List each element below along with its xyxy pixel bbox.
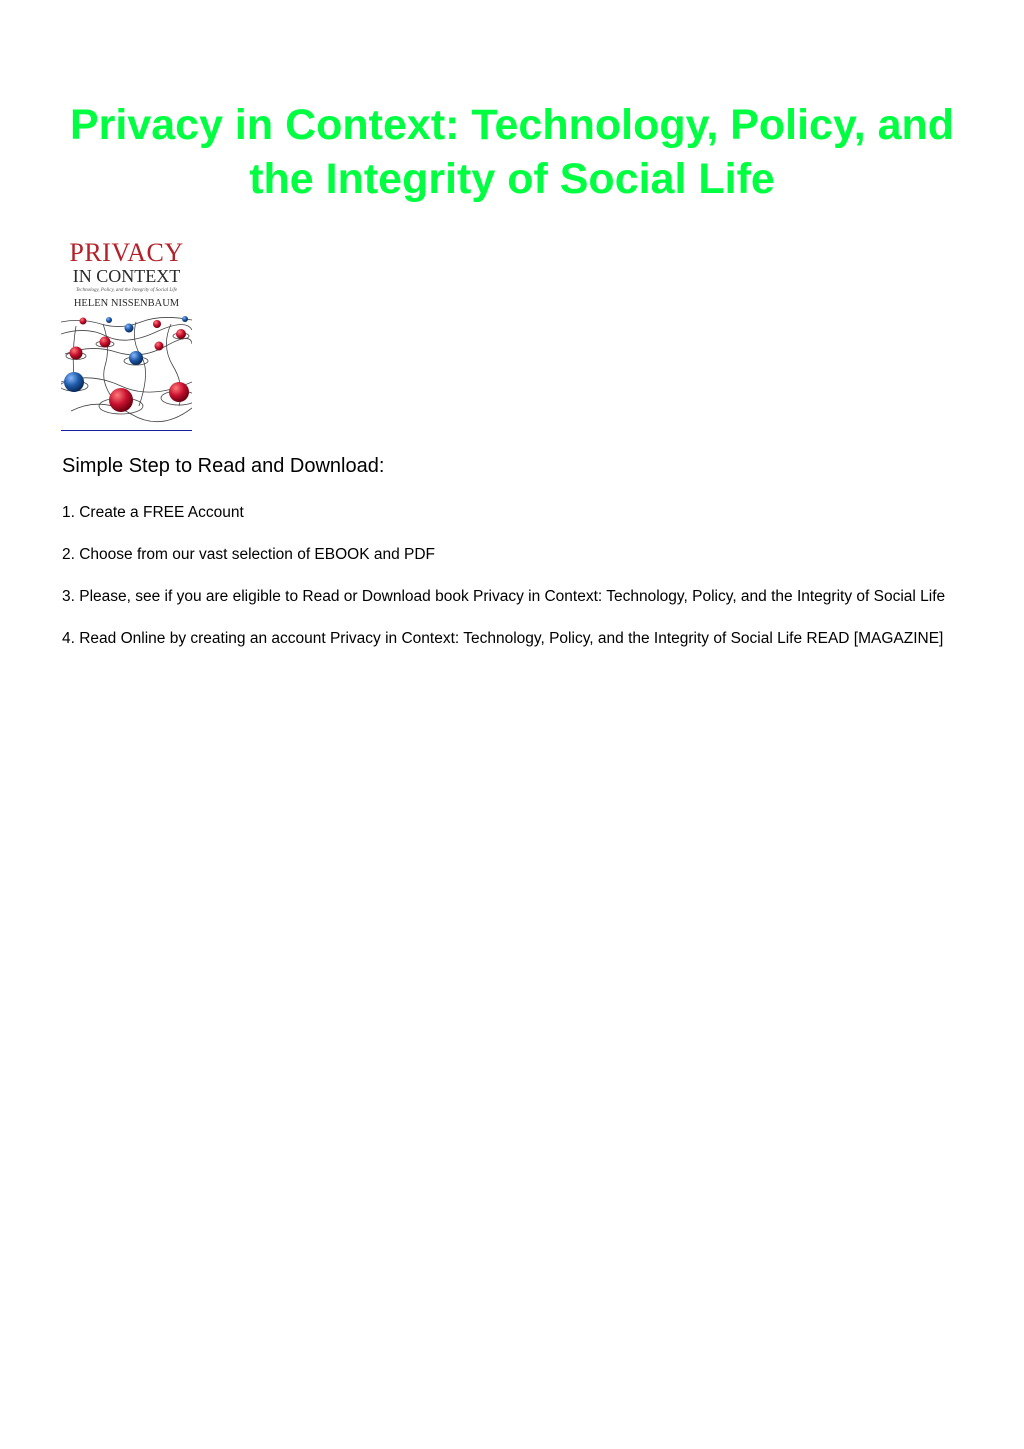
network-node-red — [70, 347, 83, 360]
step-item: 3. Please, see if you are eligible to Read or Download book Privacy in Context: Technology, Policy, and the Integrity of Social Life — [62, 588, 946, 605]
cover-subtitle: IN CONTEXT — [72, 266, 181, 286]
network-node-blue — [182, 316, 188, 322]
network-node-blue — [64, 372, 84, 392]
cover-tagline: Technology, Policy, and the Integrity of Social Life — [75, 288, 178, 293]
network-node-red — [100, 337, 111, 348]
page-title: Privacy in Context: Technology, Policy, and the Integrity of Social Life — [69, 101, 955, 203]
network-nodes-illustration-icon — [61, 316, 192, 429]
step-item: 4. Read Online by creating an account Privacy in Context: Technology, Policy, and the Integrity of Social Life READ [MAGAZINE] — [62, 630, 944, 647]
network-node-red — [169, 382, 189, 402]
network-node-red — [176, 329, 186, 339]
network-node-blue — [129, 351, 143, 365]
network-node-red — [109, 388, 133, 412]
network-node-red — [153, 320, 161, 328]
step-item: 1. Create a FREE Account — [62, 504, 244, 521]
network-node-red — [80, 318, 87, 325]
steps-list — [62, 503, 962, 671]
step-item: 2. Choose from our vast selection of EBOOK and PDF — [62, 546, 436, 563]
network-node-blue — [106, 317, 112, 323]
network-node-blue — [125, 324, 134, 333]
book-cover-link[interactable] — [61, 238, 192, 431]
section-heading: Simple Step to Read and Download: — [62, 455, 385, 477]
cover-author: HELEN NISSENBAUM — [73, 298, 180, 309]
network-node-red — [155, 342, 164, 351]
cover-title: PRIVACY — [69, 238, 184, 267]
